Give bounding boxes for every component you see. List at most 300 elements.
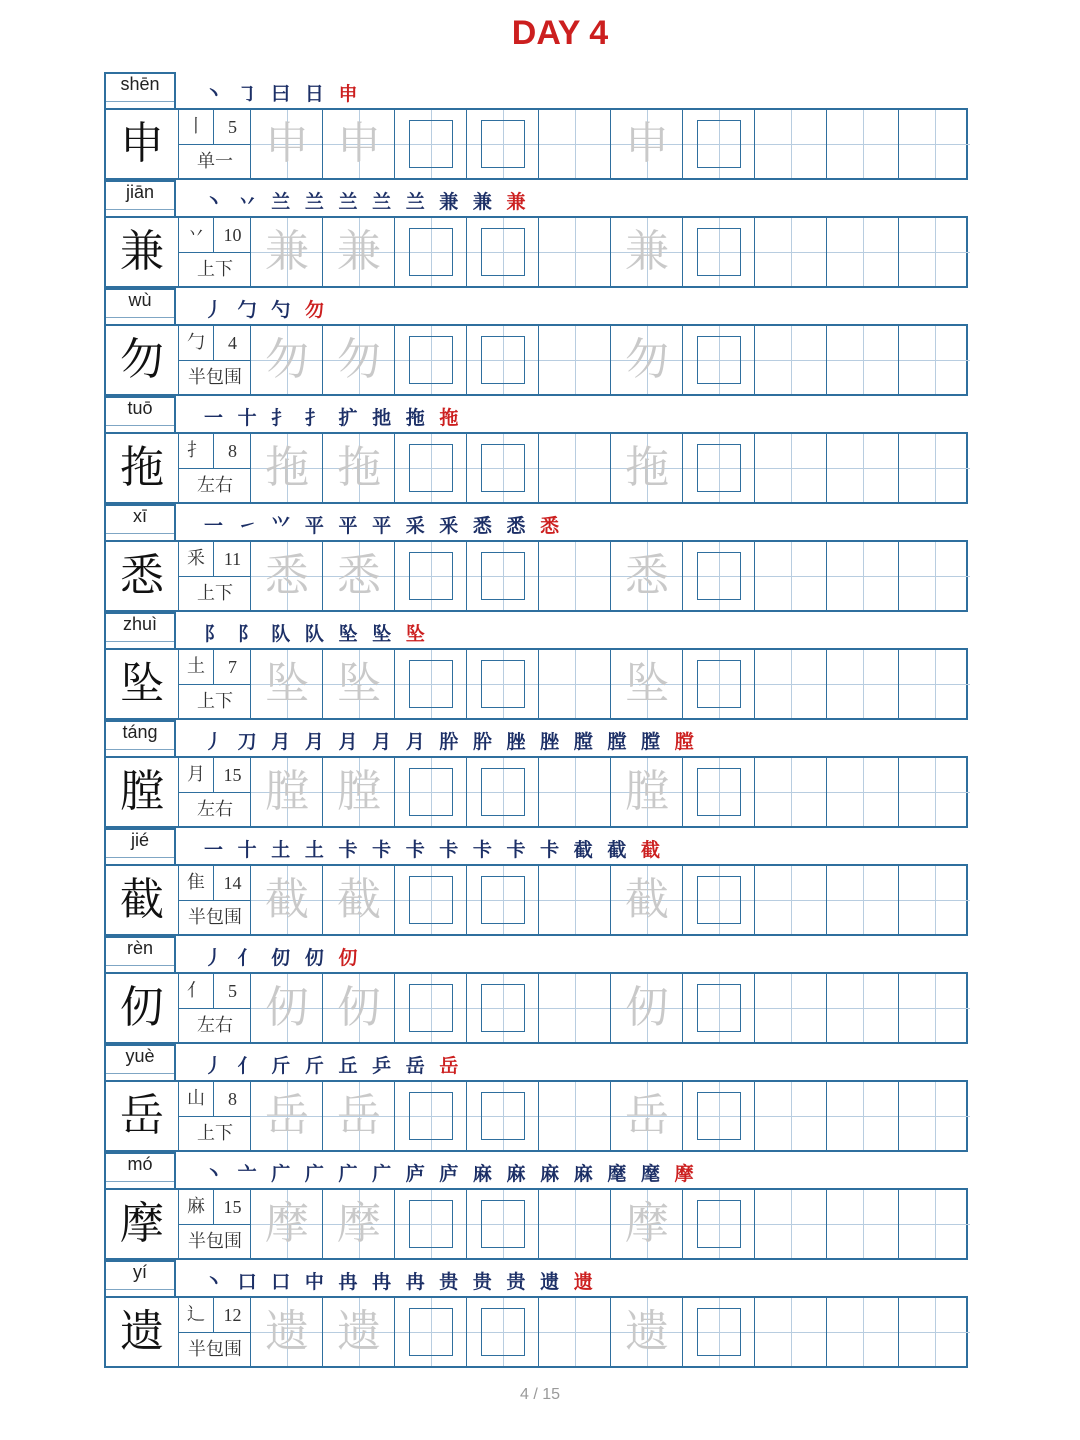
practice-cell[interactable] — [538, 1082, 610, 1150]
stroke-order-steps: 一 十 土 土 卡 卡 卡 卡 卡 卡 卡 截 截 — [204, 839, 641, 861]
trace-cell[interactable] — [610, 1082, 682, 1150]
trace-cell[interactable] — [250, 758, 322, 826]
character-entry — [104, 504, 968, 612]
trace-cell[interactable] — [610, 1190, 682, 1258]
stroke-order — [204, 296, 328, 324]
main-character: 截 — [120, 874, 164, 925]
practice-cell[interactable] — [754, 974, 826, 1042]
inner-box — [697, 876, 741, 924]
pinyin-box — [104, 1260, 176, 1296]
practice-cell[interactable] — [682, 542, 754, 610]
practice-cell[interactable] — [466, 866, 538, 934]
character-info-cell — [178, 1190, 250, 1258]
trace-character: 遗 — [265, 1306, 309, 1357]
structure-label: 上下 — [197, 259, 233, 280]
practice-cell[interactable] — [394, 542, 466, 610]
inner-box — [409, 1200, 453, 1248]
stroke-order — [204, 728, 698, 756]
trace-character: 拖 — [265, 442, 309, 493]
inner-box — [697, 552, 741, 600]
pinyin-label: jié — [130, 830, 149, 850]
practice-cell[interactable] — [826, 1082, 898, 1150]
radical: 土 — [179, 650, 214, 685]
main-character-cell — [106, 110, 178, 178]
pinyin-box — [104, 1044, 176, 1080]
trace-cell[interactable] — [322, 974, 394, 1042]
trace-cell[interactable] — [250, 974, 322, 1042]
character-info-cell — [178, 758, 250, 826]
radical: 扌 — [179, 434, 214, 469]
trace-character: 截 — [625, 874, 669, 925]
practice-cell[interactable] — [826, 1298, 898, 1366]
stroke-count: 15 — [214, 758, 251, 793]
practice-cell[interactable] — [898, 542, 970, 610]
practice-cell[interactable] — [466, 218, 538, 286]
practice-cell[interactable] — [754, 758, 826, 826]
pinyin-box — [104, 288, 176, 324]
practice-cell[interactable] — [682, 866, 754, 934]
practice-cell[interactable] — [754, 650, 826, 718]
main-character: 膛 — [120, 766, 164, 817]
inner-box — [697, 1308, 741, 1356]
trace-cell[interactable] — [322, 1190, 394, 1258]
practice-cell[interactable] — [394, 1190, 466, 1258]
stroke-count: 4 — [214, 326, 251, 361]
practice-cell[interactable] — [538, 866, 610, 934]
trace-cell[interactable] — [322, 1082, 394, 1150]
stroke-order — [204, 404, 462, 432]
trace-character: 膛 — [337, 766, 381, 817]
practice-cell[interactable] — [466, 110, 538, 178]
character-entry — [104, 612, 968, 720]
structure-label: 半包围 — [188, 907, 242, 928]
trace-character: 悉 — [265, 550, 309, 601]
main-character: 坠 — [120, 658, 164, 709]
radical: 麻 — [179, 1190, 214, 1225]
practice-cell[interactable] — [394, 434, 466, 502]
structure-label: 半包围 — [188, 367, 242, 388]
stroke-order-steps: 丿 亻 仞 仞 — [204, 947, 339, 969]
practice-cell[interactable] — [682, 434, 754, 502]
trace-character: 悉 — [337, 550, 381, 601]
character-practice-sheet — [104, 72, 968, 1368]
practice-cell[interactable] — [394, 758, 466, 826]
practice-cell[interactable] — [826, 110, 898, 178]
practice-cell[interactable] — [394, 974, 466, 1042]
practice-cell[interactable] — [898, 434, 970, 502]
trace-cell[interactable] — [610, 218, 682, 286]
radical: 辶 — [179, 1298, 214, 1333]
stroke-order-steps: 阝 阝 队 队 坠 坠 — [204, 623, 406, 645]
main-character: 勿 — [120, 334, 164, 385]
stroke-order-steps: 一 十 扌 扌 扩 扡 拖 — [204, 407, 440, 429]
main-character-cell — [106, 974, 178, 1042]
inner-box — [409, 1092, 453, 1140]
character-entry — [104, 1260, 968, 1368]
structure-label: 上下 — [197, 1123, 233, 1144]
practice-row — [104, 648, 968, 720]
trace-character: 勿 — [337, 334, 381, 385]
trace-character: 截 — [337, 874, 381, 925]
trace-character: 膛 — [625, 766, 669, 817]
practice-cell[interactable] — [682, 1082, 754, 1150]
trace-cell[interactable] — [250, 434, 322, 502]
practice-row — [104, 216, 968, 288]
practice-cell[interactable] — [466, 434, 538, 502]
practice-cell[interactable] — [754, 866, 826, 934]
practice-cell[interactable] — [754, 434, 826, 502]
structure-label: 半包围 — [188, 1339, 242, 1360]
practice-row — [104, 864, 968, 936]
page-title: DAY 4 — [511, 14, 609, 52]
practice-cell[interactable] — [754, 110, 826, 178]
practice-cell[interactable] — [754, 218, 826, 286]
trace-cell[interactable] — [250, 1082, 322, 1150]
practice-cell[interactable] — [394, 1082, 466, 1150]
trace-cell[interactable] — [322, 650, 394, 718]
practice-cell[interactable] — [898, 110, 970, 178]
character-entry — [104, 288, 968, 396]
trace-cell[interactable] — [610, 1298, 682, 1366]
trace-character: 遗 — [625, 1306, 669, 1357]
stroke-order — [204, 836, 664, 864]
stroke-count: 11 — [214, 542, 251, 577]
trace-character: 申 — [337, 118, 381, 169]
practice-cell[interactable] — [394, 1298, 466, 1366]
practice-cell[interactable] — [826, 326, 898, 394]
trace-character: 仞 — [265, 982, 309, 1033]
practice-cell[interactable] — [538, 218, 610, 286]
practice-cell[interactable] — [538, 650, 610, 718]
inner-box — [409, 552, 453, 600]
practice-cell[interactable] — [754, 1190, 826, 1258]
main-character: 悉 — [120, 550, 164, 601]
trace-character: 申 — [265, 118, 309, 169]
trace-cell[interactable] — [322, 866, 394, 934]
pinyin-box — [104, 180, 176, 216]
practice-cell[interactable] — [466, 1298, 538, 1366]
stroke-count: 10 — [214, 218, 251, 253]
structure-label: 半包围 — [188, 1231, 242, 1252]
inner-box — [409, 768, 453, 816]
inner-box — [481, 552, 525, 600]
trace-character: 兼 — [625, 226, 669, 277]
main-character: 拖 — [120, 442, 164, 493]
main-character: 遗 — [120, 1306, 164, 1357]
trace-character: 悉 — [625, 550, 669, 601]
practice-cell[interactable] — [898, 866, 970, 934]
trace-cell[interactable] — [322, 110, 394, 178]
practice-cell[interactable] — [898, 218, 970, 286]
practice-cell[interactable] — [466, 1082, 538, 1150]
page-number: 4 / 15 — [519, 1386, 561, 1403]
radical: 丨 — [179, 110, 214, 145]
stroke-count: 15 — [214, 1190, 251, 1225]
inner-box — [697, 336, 741, 384]
practice-cell[interactable] — [466, 758, 538, 826]
pinyin-label: mó — [127, 1154, 153, 1174]
inner-box — [697, 228, 741, 276]
stroke-order — [204, 1268, 597, 1296]
practice-cell[interactable] — [538, 326, 610, 394]
trace-cell[interactable] — [610, 974, 682, 1042]
trace-character: 勿 — [265, 334, 309, 385]
stroke-order-final: 截 — [641, 839, 665, 861]
character-info-cell — [178, 866, 250, 934]
inner-box — [409, 984, 453, 1032]
radical: 隹 — [179, 866, 214, 901]
trace-cell[interactable] — [250, 650, 322, 718]
inner-box — [481, 120, 525, 168]
practice-row — [104, 1080, 968, 1152]
trace-character: 坠 — [337, 658, 381, 709]
structure-label: 单一 — [197, 151, 233, 172]
inner-box — [481, 228, 525, 276]
trace-character: 兼 — [265, 226, 309, 277]
stroke-count: 5 — [214, 974, 251, 1009]
trace-character: 坠 — [625, 658, 669, 709]
trace-cell[interactable] — [610, 758, 682, 826]
stroke-order-steps: 丿 刀 月 月 月 月 月 肸 肸 脞 脞 膛 膛 膛 — [204, 731, 675, 753]
trace-cell[interactable] — [610, 110, 682, 178]
trace-character: 膛 — [265, 766, 309, 817]
trace-cell[interactable] — [250, 542, 322, 610]
trace-cell[interactable] — [250, 1298, 322, 1366]
main-character-cell — [106, 1190, 178, 1258]
pinyin-label: táng — [122, 722, 158, 742]
stroke-order-steps: 丿 勹 勺 — [204, 299, 305, 321]
stroke-order-steps: 丶 丷 兰 兰 兰 兰 兰 兼 兼 — [204, 191, 507, 213]
structure-label: 左右 — [197, 1015, 233, 1036]
stroke-order-steps: 丶 ㇆ 曰 日 — [204, 83, 339, 105]
character-entry — [104, 180, 968, 288]
stroke-order-steps: 丶 口 口 中 冉 冉 冉 贵 贵 贵 遗 — [204, 1271, 574, 1293]
character-entry — [104, 1044, 968, 1152]
practice-cell[interactable] — [466, 326, 538, 394]
trace-cell[interactable] — [250, 218, 322, 286]
practice-cell[interactable] — [682, 326, 754, 394]
practice-cell[interactable] — [754, 1298, 826, 1366]
trace-cell[interactable] — [322, 1298, 394, 1366]
practice-cell[interactable] — [898, 1190, 970, 1258]
practice-cell[interactable] — [826, 218, 898, 286]
stroke-order-final: 遗 — [573, 1271, 597, 1293]
stroke-order — [204, 944, 361, 972]
practice-row — [104, 1296, 968, 1368]
practice-cell[interactable] — [826, 758, 898, 826]
practice-cell[interactable] — [682, 1190, 754, 1258]
practice-cell[interactable] — [538, 110, 610, 178]
inner-box — [481, 984, 525, 1032]
pinyin-label: shēn — [120, 74, 160, 94]
practice-cell[interactable] — [394, 218, 466, 286]
stroke-count: 8 — [214, 1082, 251, 1117]
main-character-cell — [106, 1298, 178, 1366]
character-info-cell — [178, 326, 250, 394]
stroke-order-final: 勿 — [304, 299, 328, 321]
trace-character: 坠 — [265, 658, 309, 709]
character-info-cell — [178, 434, 250, 502]
trace-cell[interactable] — [610, 434, 682, 502]
trace-character: 岳 — [265, 1090, 309, 1141]
practice-cell[interactable] — [538, 1190, 610, 1258]
radical: 勹 — [179, 326, 214, 361]
character-entry — [104, 828, 968, 936]
character-info-cell — [178, 218, 250, 286]
main-character-cell — [106, 218, 178, 286]
practice-cell[interactable] — [466, 650, 538, 718]
trace-cell[interactable] — [610, 866, 682, 934]
practice-cell[interactable] — [394, 866, 466, 934]
trace-character: 兼 — [337, 226, 381, 277]
practice-row — [104, 324, 968, 396]
trace-cell[interactable] — [322, 542, 394, 610]
trace-cell[interactable] — [610, 542, 682, 610]
inner-box — [409, 444, 453, 492]
practice-cell[interactable] — [754, 326, 826, 394]
radical: 山 — [179, 1082, 214, 1117]
practice-row — [104, 1188, 968, 1260]
trace-cell[interactable] — [322, 326, 394, 394]
practice-cell[interactable] — [394, 110, 466, 178]
trace-cell[interactable] — [322, 434, 394, 502]
stroke-order-final: 兼 — [506, 191, 530, 213]
inner-box — [409, 120, 453, 168]
trace-cell[interactable] — [322, 218, 394, 286]
trace-character: 仞 — [625, 982, 669, 1033]
trace-cell[interactable] — [250, 866, 322, 934]
practice-cell[interactable] — [466, 974, 538, 1042]
practice-cell[interactable] — [538, 542, 610, 610]
practice-cell[interactable] — [898, 1298, 970, 1366]
practice-cell[interactable] — [826, 542, 898, 610]
practice-cell[interactable] — [826, 434, 898, 502]
trace-cell[interactable] — [322, 758, 394, 826]
inner-box — [481, 1200, 525, 1248]
trace-cell[interactable] — [250, 110, 322, 178]
trace-cell[interactable] — [610, 326, 682, 394]
inner-box — [697, 660, 741, 708]
practice-cell[interactable] — [826, 650, 898, 718]
character-entry — [104, 1152, 968, 1260]
character-info-cell — [178, 1082, 250, 1150]
trace-character: 申 — [625, 118, 669, 169]
practice-cell[interactable] — [898, 974, 970, 1042]
trace-cell[interactable] — [610, 650, 682, 718]
practice-cell[interactable] — [898, 326, 970, 394]
inner-box — [697, 1092, 741, 1140]
stroke-order — [204, 80, 361, 108]
trace-character: 摩 — [265, 1198, 309, 1249]
practice-cell[interactable] — [394, 326, 466, 394]
stroke-order-final: 岳 — [439, 1055, 463, 1077]
practice-cell[interactable] — [394, 650, 466, 718]
inner-box — [481, 1092, 525, 1140]
practice-cell[interactable] — [682, 974, 754, 1042]
character-entry — [104, 720, 968, 828]
practice-cell[interactable] — [466, 1190, 538, 1258]
radical: 丷 — [179, 218, 214, 253]
stroke-order-final: 坠 — [405, 623, 429, 645]
inner-box — [409, 228, 453, 276]
character-info-cell — [178, 1298, 250, 1366]
trace-character: 截 — [265, 874, 309, 925]
practice-cell[interactable] — [466, 542, 538, 610]
pinyin-box — [104, 720, 176, 756]
structure-label: 左右 — [197, 799, 233, 820]
main-character-cell — [106, 1082, 178, 1150]
practice-cell[interactable] — [682, 650, 754, 718]
stroke-order-steps: 丶 亠 广 广 广 广 庐 庐 麻 麻 麻 麻 麾 麾 — [204, 1163, 675, 1185]
character-info-cell — [178, 974, 250, 1042]
practice-cell[interactable] — [898, 758, 970, 826]
main-character-cell — [106, 542, 178, 610]
stroke-order-final: 摩 — [674, 1163, 698, 1185]
stroke-order-final: 膛 — [674, 731, 698, 753]
stroke-order-steps: 丿 亻 斤 斤 丘 乒 岳 — [204, 1055, 440, 1077]
practice-cell[interactable] — [538, 1298, 610, 1366]
trace-cell[interactable] — [250, 1190, 322, 1258]
practice-cell[interactable] — [538, 758, 610, 826]
trace-character: 拖 — [337, 442, 381, 493]
pinyin-box — [104, 936, 176, 972]
inner-box — [409, 876, 453, 924]
inner-box — [697, 984, 741, 1032]
practice-cell[interactable] — [754, 1082, 826, 1150]
practice-cell[interactable] — [538, 434, 610, 502]
practice-cell[interactable] — [826, 1190, 898, 1258]
pinyin-label: yuè — [125, 1046, 155, 1066]
practice-row — [104, 972, 968, 1044]
practice-cell[interactable] — [682, 1298, 754, 1366]
trace-cell[interactable] — [250, 326, 322, 394]
practice-cell[interactable] — [538, 974, 610, 1042]
stroke-order-steps: 一 ㇀ ⺍ 平 平 平 采 釆 悉 悉 — [204, 515, 541, 537]
practice-cell[interactable] — [898, 650, 970, 718]
radical: 釆 — [179, 542, 214, 577]
practice-cell[interactable] — [682, 218, 754, 286]
inner-box — [697, 1200, 741, 1248]
practice-cell[interactable] — [826, 866, 898, 934]
inner-box — [409, 336, 453, 384]
trace-character: 摩 — [625, 1198, 669, 1249]
inner-box — [481, 768, 525, 816]
stroke-order — [204, 188, 530, 216]
stroke-order — [204, 1052, 462, 1080]
stroke-order — [204, 620, 429, 648]
practice-cell[interactable] — [826, 974, 898, 1042]
practice-cell[interactable] — [682, 758, 754, 826]
trace-character: 拖 — [625, 442, 669, 493]
radical: 亻 — [179, 974, 214, 1009]
practice-cell[interactable] — [682, 110, 754, 178]
practice-cell[interactable] — [754, 542, 826, 610]
pinyin-box — [104, 828, 176, 864]
structure-label: 上下 — [197, 583, 233, 604]
pinyin-box — [104, 504, 176, 540]
trace-character: 勿 — [625, 334, 669, 385]
stroke-count: 12 — [214, 1298, 251, 1333]
character-entry — [104, 396, 968, 504]
stroke-count: 8 — [214, 434, 251, 469]
practice-cell[interactable] — [898, 1082, 970, 1150]
inner-box — [409, 1308, 453, 1356]
main-character: 岳 — [120, 1090, 164, 1141]
stroke-count: 7 — [214, 650, 251, 685]
stroke-count: 14 — [214, 866, 251, 901]
practice-row — [104, 756, 968, 828]
inner-box — [481, 336, 525, 384]
